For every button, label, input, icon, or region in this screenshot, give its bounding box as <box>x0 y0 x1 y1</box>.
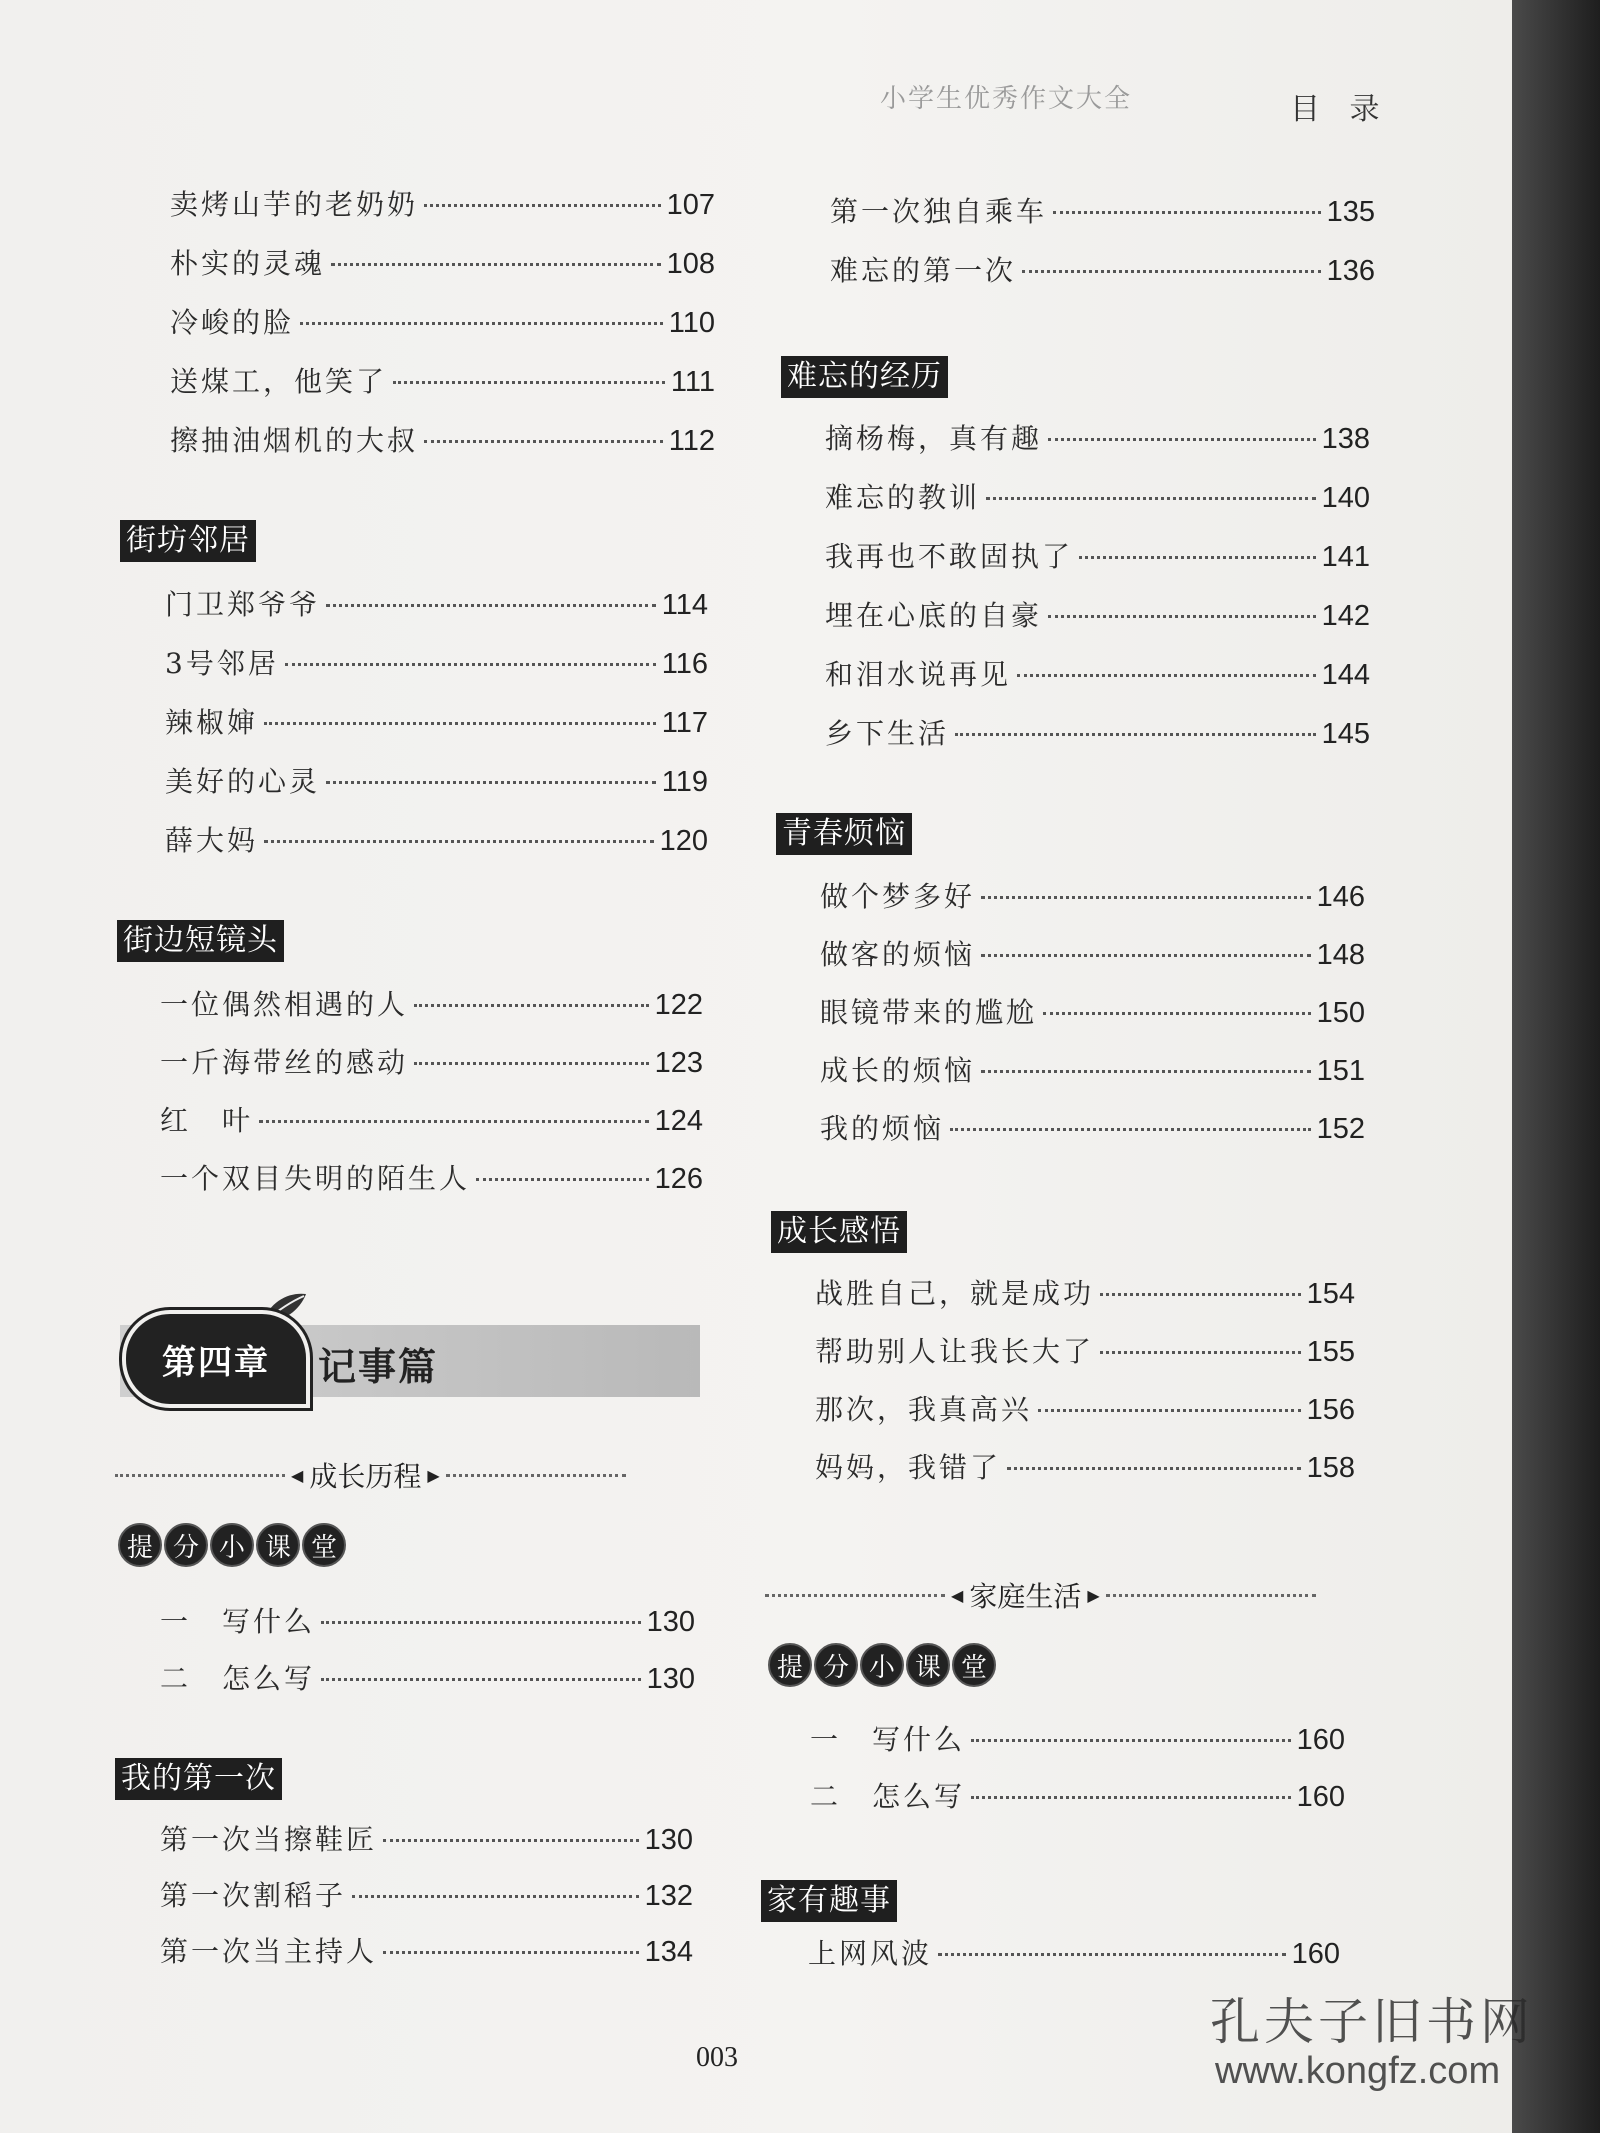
divider-label: 成长历程 <box>309 1460 422 1493</box>
dot-leader <box>331 263 661 266</box>
toc-entry-title: 冷峻的脸 <box>170 306 295 339</box>
toc-entry <box>160 1600 695 1640</box>
dot-leader <box>1022 270 1321 273</box>
toc-entry <box>160 1157 703 1197</box>
toc-entry-page: 138 <box>1321 423 1370 455</box>
toc-entry <box>170 183 715 223</box>
toc-entry-title: 卖烤山芋的老奶奶 <box>170 188 419 221</box>
toc-entry-page: 155 <box>1306 1336 1355 1368</box>
toc-entry <box>830 249 1375 289</box>
dot-leader <box>938 1953 1286 1956</box>
toc-entry <box>160 1818 693 1858</box>
toc-entry <box>165 583 708 623</box>
toc-entry <box>815 1330 1355 1370</box>
toc-entry-title: 战胜自己，就是成功 <box>815 1277 1095 1310</box>
dot-leader <box>1079 556 1316 559</box>
toc-entry-title: 朴实的灵魂 <box>170 247 326 280</box>
toc-entry-page: 114 <box>661 589 708 621</box>
dot-leader <box>285 663 656 666</box>
toc-entry <box>820 933 1365 973</box>
dot-leader <box>259 1120 649 1123</box>
toc-entry-title: 第一次割稻子 <box>160 1879 347 1912</box>
toc-entry-title: 眼镜带来的尴尬 <box>820 996 1038 1029</box>
toc-entry-page: 110 <box>668 307 715 339</box>
toc-entry-title: 和泪水说再见 <box>825 658 1012 691</box>
toc-entry-title: 二 怎么写 <box>810 1780 966 1813</box>
toc-entry-title: 薛大妈 <box>165 824 259 857</box>
toc-entry-title: 擦抽油烟机的大叔 <box>170 424 419 457</box>
toc-entry-page: 142 <box>1321 600 1370 632</box>
dot-leader <box>393 381 665 384</box>
arrow-left-icon: ◀ <box>291 1465 304 1485</box>
toc-entry-page: 148 <box>1316 939 1365 971</box>
divider-line <box>765 1594 945 1597</box>
lesson-badge-char: 堂 <box>952 1643 996 1687</box>
toc-entry-page: 146 <box>1316 881 1365 913</box>
toc-entry-page: 136 <box>1326 255 1375 287</box>
toc-entry-page: 124 <box>654 1105 703 1137</box>
toc-entry <box>170 301 715 341</box>
toc-entry-title: 送煤工，他笑了 <box>170 365 388 398</box>
toc-entry-title: 第一次当主持人 <box>160 1935 378 1968</box>
section-label-jiefang: 街坊邻居 <box>120 520 256 562</box>
toc-entry-title: 3号邻居 <box>165 647 279 680</box>
dot-leader <box>300 322 663 325</box>
dot-leader <box>424 440 663 443</box>
dot-leader <box>326 604 656 607</box>
toc-entry <box>825 476 1370 516</box>
divider-chengzhang <box>115 1455 626 1495</box>
dot-leader <box>424 204 661 207</box>
dot-leader <box>352 1895 639 1898</box>
toc-entry-page: 151 <box>1316 1055 1365 1087</box>
toc-entry <box>820 1049 1365 1089</box>
page-number: 003 <box>696 2042 738 2073</box>
dot-leader <box>1048 615 1316 618</box>
toc-entry <box>160 1874 693 1914</box>
toc-entry <box>170 419 715 459</box>
divider-line <box>446 1474 626 1477</box>
toc-entry-title: 我的烦恼 <box>820 1112 945 1145</box>
toc-entry-page: 108 <box>666 248 715 280</box>
toc-entry <box>815 1272 1355 1312</box>
toc-entry-page: 130 <box>646 1606 695 1638</box>
toc-entry-page: 152 <box>1316 1113 1365 1145</box>
toc-entry-title: 做个梦多好 <box>820 880 976 913</box>
toc-entry-page: 122 <box>654 989 703 1021</box>
toc-entry-page: 107 <box>666 189 715 221</box>
toc-entry-title: 埋在心底的自豪 <box>825 599 1043 632</box>
dot-leader <box>986 497 1316 500</box>
toc-entry <box>830 190 1375 230</box>
toc-entry <box>165 642 708 682</box>
dot-leader <box>383 1951 639 1954</box>
toc-entry-title: 二 怎么写 <box>160 1662 316 1695</box>
dot-leader <box>326 781 656 784</box>
book-title: 小学生优秀作文大全 <box>880 84 1133 114</box>
toc-entry <box>160 1657 695 1697</box>
toc-entry <box>815 1388 1355 1428</box>
section-label-diyici: 我的第一次 <box>115 1758 282 1800</box>
toc-entry-title: 辣椒婶 <box>165 706 259 739</box>
lesson-badge-char: 提 <box>118 1523 162 1567</box>
toc-entry-page: 130 <box>646 1663 695 1695</box>
dot-leader <box>264 722 656 725</box>
toc-entry-title: 乡下生活 <box>825 717 950 750</box>
toc-entry-title: 第一次当擦鞋匠 <box>160 1823 378 1856</box>
dot-leader <box>1100 1351 1301 1354</box>
toc-entry <box>160 1099 703 1139</box>
toc-entry-title: 一位偶然相遇的人 <box>160 988 409 1021</box>
toc-entry-title: 一 写什么 <box>160 1605 316 1638</box>
dot-leader <box>1100 1293 1301 1296</box>
toc-entry-page: 160 <box>1296 1781 1345 1813</box>
toc-entry-page: 126 <box>654 1163 703 1195</box>
toc-entry <box>820 991 1365 1031</box>
watermark-url: www.kongfz.com <box>1215 2050 1501 2092</box>
toc-entry-title: 一个双目失明的陌生人 <box>160 1162 471 1195</box>
toc-entry <box>810 1775 1345 1815</box>
toc-entry <box>160 1041 703 1081</box>
toc-entry-page: 130 <box>644 1824 693 1856</box>
lesson-badge <box>768 1643 996 1687</box>
chapter-badge: 第四章 <box>122 1310 310 1408</box>
toc-entry-page: 112 <box>668 425 715 457</box>
toc-entry-page: 120 <box>659 825 708 857</box>
toc-entry-page: 117 <box>661 707 708 739</box>
toc-entry-title: 我再也不敢固执了 <box>825 540 1074 573</box>
toc-entry-title: 门卫郑爷爷 <box>165 588 321 621</box>
dot-leader <box>264 840 654 843</box>
toc-entry-page: 154 <box>1306 1278 1355 1310</box>
toc-entry-title: 上网风波 <box>808 1937 933 1970</box>
section-label-ganwu: 成长感悟 <box>771 1211 907 1253</box>
dot-leader <box>383 1839 639 1842</box>
lesson-badge-char: 课 <box>906 1643 950 1687</box>
toc-entry-page: 158 <box>1306 1452 1355 1484</box>
toc-entry-title: 难忘的教训 <box>825 481 981 514</box>
toc-entry-title: 帮助别人让我长大了 <box>815 1335 1095 1368</box>
toc-entry-page: 116 <box>661 648 708 680</box>
toc-entry-page: 141 <box>1321 541 1370 573</box>
toc-entry-title: 成长的烦恼 <box>820 1054 976 1087</box>
toc-entry <box>160 983 703 1023</box>
toc-entry-title: 摘杨梅，真有趣 <box>825 422 1043 455</box>
dot-leader <box>414 1062 649 1065</box>
toc-entry <box>165 760 708 800</box>
lesson-badge-char: 课 <box>256 1523 300 1567</box>
catalog-heading: 目 录 <box>1290 92 1390 127</box>
toc-entry-page: 160 <box>1296 1724 1345 1756</box>
dot-leader <box>321 1621 641 1624</box>
arrow-right-icon: ▶ <box>1087 1585 1100 1605</box>
toc-entry <box>165 819 708 859</box>
toc-entry-page: 111 <box>670 366 715 398</box>
arrow-right-icon: ▶ <box>427 1465 440 1485</box>
dot-leader <box>321 1678 641 1681</box>
dot-leader <box>1007 1467 1301 1470</box>
toc-entry <box>170 360 715 400</box>
lesson-badge-char: 小 <box>210 1523 254 1567</box>
dot-leader <box>955 733 1316 736</box>
toc-entry <box>820 875 1365 915</box>
toc-entry-page: 135 <box>1326 196 1375 228</box>
toc-entry <box>825 712 1370 752</box>
toc-entry-page: 140 <box>1321 482 1370 514</box>
toc-entry-title: 做客的烦恼 <box>820 938 976 971</box>
toc-entry-page: 119 <box>661 766 708 798</box>
lesson-badge-char: 小 <box>860 1643 904 1687</box>
lesson-badge-char: 分 <box>814 1643 858 1687</box>
dot-leader <box>981 1070 1311 1073</box>
watermark-text: 孔夫子旧书网 <box>1210 1993 1534 2051</box>
toc-entry <box>165 701 708 741</box>
toc-entry-title: 一斤海带丝的感动 <box>160 1046 409 1079</box>
toc-entry <box>160 1930 693 1970</box>
divider-label: 家庭生活 <box>969 1580 1082 1613</box>
section-label-qingchun: 青春烦恼 <box>776 813 912 855</box>
lesson-badge <box>118 1523 346 1567</box>
dot-leader <box>1038 1409 1301 1412</box>
lesson-badge-char: 堂 <box>302 1523 346 1567</box>
arrow-left-icon: ◀ <box>951 1585 964 1605</box>
section-label-qushi: 家有趣事 <box>761 1880 897 1922</box>
section-label-jiebian: 街边短镜头 <box>117 920 284 962</box>
toc-entry <box>825 594 1370 634</box>
dot-leader <box>981 954 1311 957</box>
dot-leader <box>981 896 1311 899</box>
toc-entry-page: 144 <box>1321 659 1370 691</box>
toc-entry <box>170 242 715 282</box>
toc-entry-title: 美好的心灵 <box>165 765 321 798</box>
toc-entry-page: 160 <box>1291 1938 1340 1970</box>
toc-entry-title: 妈妈，我错了 <box>815 1451 1002 1484</box>
dot-leader <box>1048 438 1316 441</box>
toc-entry-page: 150 <box>1316 997 1365 1029</box>
toc-entry-title: 第一次独自乘车 <box>830 195 1048 228</box>
dot-leader <box>950 1128 1311 1131</box>
dot-leader <box>1043 1012 1311 1015</box>
toc-entry-title: 那次，我真高兴 <box>815 1393 1033 1426</box>
dot-leader <box>971 1739 1291 1742</box>
toc-entry-page: 123 <box>654 1047 703 1079</box>
dot-leader <box>1017 674 1316 677</box>
dot-leader <box>971 1796 1291 1799</box>
toc-entry <box>820 1107 1365 1147</box>
page-edge <box>1512 0 1600 2133</box>
toc-entry-title: 难忘的第一次 <box>830 254 1017 287</box>
toc-entry <box>815 1446 1355 1486</box>
toc-entry <box>808 1932 1340 1972</box>
divider-line <box>115 1474 285 1477</box>
toc-entry <box>825 653 1370 693</box>
toc-entry-title: 一 写什么 <box>810 1723 966 1756</box>
dot-leader <box>414 1004 649 1007</box>
toc-entry-page: 156 <box>1306 1394 1355 1426</box>
lesson-badge-char: 提 <box>768 1643 812 1687</box>
divider-line <box>1106 1594 1316 1597</box>
section-label-jingli: 难忘的经历 <box>781 356 948 398</box>
divider-jiating <box>765 1575 1316 1615</box>
toc-entry-title: 红 叶 <box>160 1104 254 1137</box>
chapter-title: 记事篇 <box>318 1345 439 1389</box>
dot-leader <box>476 1178 649 1181</box>
lesson-badge-char: 分 <box>164 1523 208 1567</box>
toc-entry <box>810 1718 1345 1758</box>
toc-entry-page: 132 <box>644 1880 693 1912</box>
dot-leader <box>1053 211 1321 214</box>
toc-entry <box>825 417 1370 457</box>
toc-entry <box>825 535 1370 575</box>
toc-entry-page: 145 <box>1321 718 1370 750</box>
toc-entry-page: 134 <box>644 1936 693 1968</box>
